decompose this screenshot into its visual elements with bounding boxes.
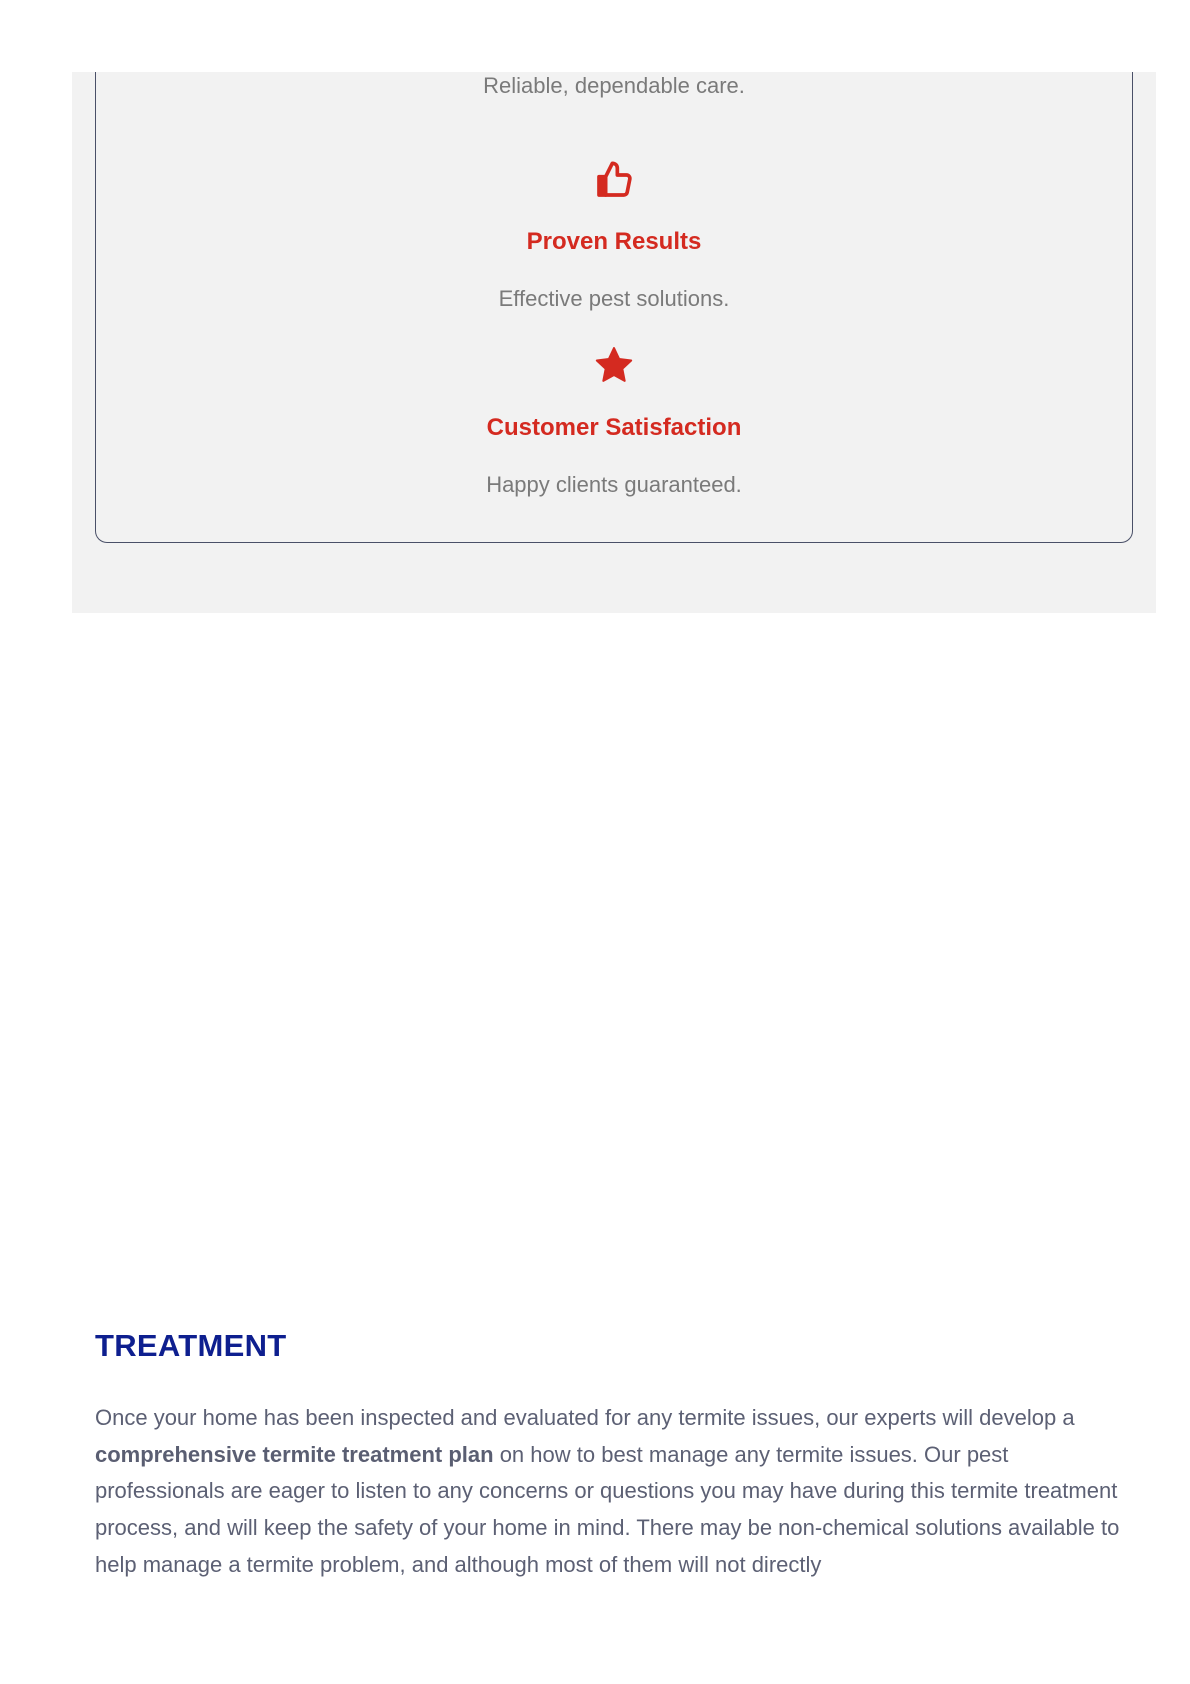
- feature-title-customer-satisfaction: Customer Satisfaction: [486, 414, 742, 441]
- features-section: [72, 72, 1156, 613]
- star-icon: [594, 345, 634, 385]
- thumbs-up-icon: [594, 160, 634, 200]
- treatment-plan-emphasis: comprehensive termite treatment plan: [95, 1441, 494, 1467]
- treatment-heading: TREATMENT: [95, 1328, 287, 1363]
- feature-desc-reliable: Reliable, dependable care.: [483, 73, 745, 98]
- treatment-text-end: on how to best manage any termite issues. Our pest professionals are eager to listen to any concerns or questions you may have during this termite treatment process, and will keep the safety of your home in mind. There may be non-chemical solutions available to help manage a termite problem, and although most of them will not directly: [95, 1441, 1120, 1577]
- features-card: [95, 72, 1133, 543]
- feature-desc-customer-satisfaction: Happy clients guaranteed.: [486, 472, 742, 497]
- treatment-text-start: Once your home has been inspected and evaluated for any termite issues, our experts will develop a: [95, 1405, 1075, 1430]
- treatment-paragraph: [95, 1400, 1135, 1584]
- feature-title-proven-results: Proven Results: [526, 228, 702, 255]
- feature-desc-proven-results: Effective pest solutions.: [498, 286, 730, 311]
